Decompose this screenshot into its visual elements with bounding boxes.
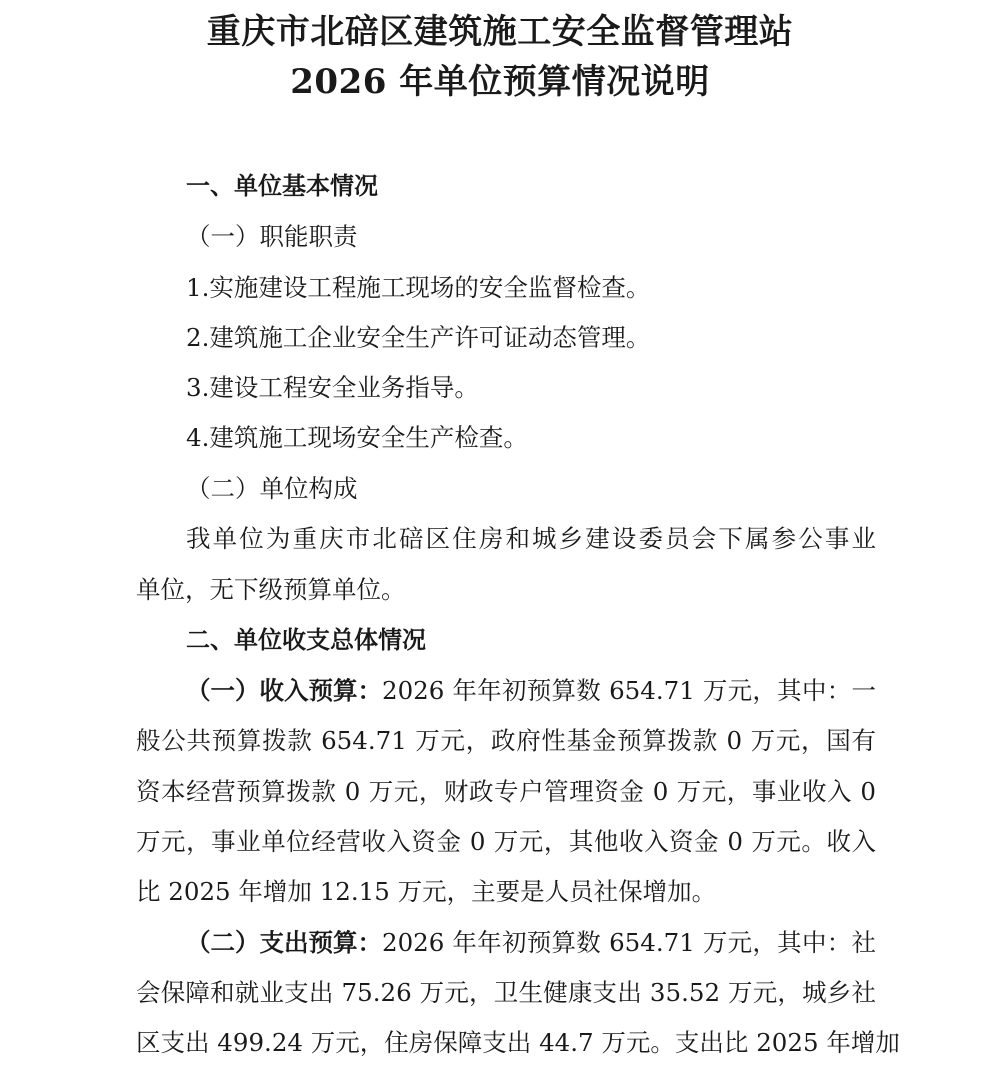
- expense-text-line1: 2026 年年初预算数 654.71 万元，其中：社: [382, 928, 876, 957]
- income-paragraph-line2: [136, 725, 876, 757]
- income-text-line4: 万元，事业单位经营收入资金 0 万元，其他收入资金 0 万元。收入: [136, 827, 876, 856]
- duty-item-3: 3.建设工程安全业务指导。: [186, 373, 479, 402]
- expense-text-line2: 会保障和就业支出 75.26 万元，卫生健康支出 35.52 万元，城乡社: [136, 978, 876, 1007]
- duty-item-2: 2.建筑施工企业安全生产许可证动态管理。: [186, 323, 651, 352]
- income-paragraph-line3: [136, 776, 876, 808]
- duty-item-1: 1.实施建设工程施工现场的安全监督检查。: [186, 273, 651, 302]
- duty-item-4: 4.建筑施工现场安全生产检查。: [186, 423, 528, 452]
- income-text-line3: 资本经营预算拨款 0 万元，财政专户管理资金 0 万元，事业收入 0: [136, 777, 876, 806]
- composition-paragraph-line1: [186, 523, 879, 555]
- income-paragraph-line1: [186, 675, 876, 707]
- section1-sub2-heading: （二）单位构成: [186, 474, 358, 503]
- composition-paragraph-line2: 单位，无下级预算单位。: [136, 575, 406, 604]
- section1-sub1-heading: （一）职能职责: [186, 222, 358, 251]
- expense-text-line3: 区支出 499.24 万元，住房保障支出 44.7 万元。支出比 2025 年增加: [136, 1028, 900, 1057]
- document-title-line2: 2026 年单位预算情况说明: [290, 62, 710, 102]
- income-text-line2: 般公共预算拨款 654.71 万元，政府性基金预算拨款 0 万元，国有: [136, 726, 876, 755]
- document-title-line1: 重庆市北碚区建筑施工安全监督管理站: [206, 12, 794, 52]
- section1-heading: 一、单位基本情况: [186, 172, 378, 200]
- composition-text-line1: 我单位为重庆市北碚区住房和城乡建设委员会下属参公事业: [186, 524, 879, 553]
- expense-paragraph-line3: [136, 1027, 900, 1059]
- income-lead: （一）收入预算：: [186, 676, 382, 705]
- section2-heading: 二、单位收支总体情况: [186, 626, 426, 654]
- income-paragraph-line4: [136, 826, 876, 858]
- expense-paragraph-line1: [186, 927, 876, 959]
- expense-lead: （二）支出预算：: [186, 928, 382, 957]
- income-text-line1: 2026 年年初预算数 654.71 万元，其中：一: [382, 676, 876, 705]
- income-paragraph-line5: 比 2025 年增加 12.15 万元，主要是人员社保增加。: [136, 877, 717, 906]
- expense-paragraph-line2: [136, 977, 876, 1009]
